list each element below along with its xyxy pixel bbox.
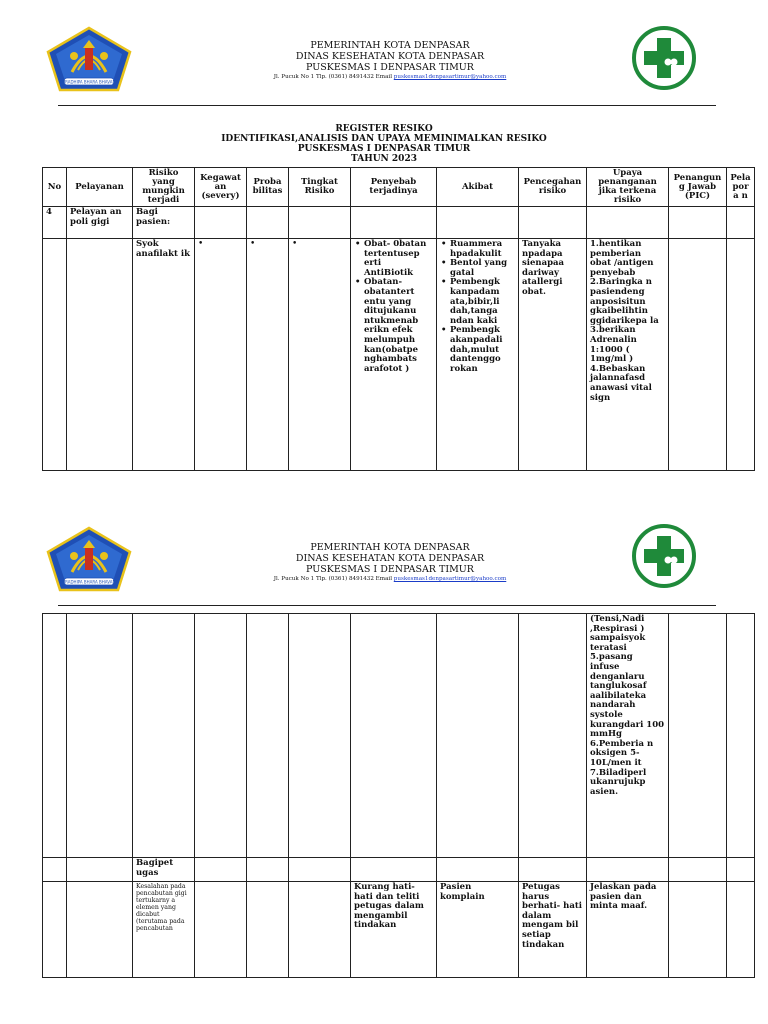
table-row [43, 207, 755, 239]
cell-tingkat: • [289, 239, 351, 471]
title-line-4: TAHUN 2023 [351, 154, 417, 164]
col-header-pj: Penangun g Jawab (PIC) [669, 168, 727, 207]
col-header-pencegahan: Pencegahan risiko [519, 168, 587, 207]
list-item: • Pembengk kanpadam ata,bibir,li dah,tanga ndan kaki [450, 278, 515, 326]
document-page-1 [0, 0, 768, 500]
cell-pelayanan: Pelayan an poli gigi [67, 207, 133, 239]
email-link[interactable]: puskesmas1denpasartimur@yahoo.com [393, 576, 507, 582]
svg-text:PURADHIPA BHARA BHAVANA: PURADHIPA BHARA BHAVANA [59, 579, 119, 585]
header-rule [58, 605, 716, 606]
col-header-kegawatan: Kegawat an (severy) [195, 168, 247, 207]
col-header-risiko: Risiko yang mungkin terjadi [133, 168, 195, 207]
risk-register-table-continued [42, 613, 755, 978]
col-header-pelaporan: Pela pora n [727, 168, 755, 207]
col-header-pelayanan: Pelayanan [67, 168, 133, 207]
table-row [43, 858, 755, 882]
header-rule [58, 105, 716, 106]
cell-probabilitas: • [247, 239, 289, 471]
svg-text:PURADHIPA BHARA BHAVANA: PURADHIPA BHARA BHAVANA [59, 79, 119, 85]
cell-upaya: (Tensi,Nadi ,Respirasi ) sampaisyok teratasi 5.pasang infuse denganlaru tanglukosaf aalibilateka nandarah systole kurangdari 100 mmHg 6.Pemberia n oksigen 5- 10L/men it 7.Biladiperl ukanrujukp asien. [587, 614, 669, 858]
puskesmas-cross-logo [630, 24, 698, 92]
title-line-1: REGISTER RESIKO [335, 124, 433, 134]
list-item: • Ruammera hpadakulit [450, 240, 515, 259]
cell-no: 4 [43, 207, 67, 239]
cell-risiko: Bagi pasien: [133, 207, 195, 239]
cell-pencegahan: Tanyaka npadapa sienapaa dariway atallergi obat. [519, 239, 587, 471]
letterhead-address: Jl. Pucuk No 1 Tlp. (0361) 8491432 Email puskesmas1denpasartimur@yahoo.com [273, 74, 507, 80]
letterhead-line-1: PEMERINTAH KOTA DENPASAR [310, 542, 470, 553]
title-line-3: PUSKESMAS I DENPASAR TIMUR [297, 144, 471, 154]
letterhead-line-2: DINAS KESEHATAN KOTA DENPASAR [295, 51, 485, 62]
title-line-2: IDENTIFIKASI,ANALISIS DAN UPAYA MEMINIMALKAN RESIKO [221, 134, 547, 144]
list-item: • Bentol yang gatal [450, 259, 515, 278]
list-item: • Obatan- obatantert entu yang ditujukanu ntukmenab erikn efek melumpuh kan(obatpe nghambats arafotot ) [364, 278, 433, 374]
col-header-akibat: Akibat [437, 168, 519, 207]
letterhead-line-2: DINAS KESEHATAN KOTA DENPASAR [295, 553, 485, 564]
letterhead [250, 40, 530, 81]
cell-upaya: Jelaskan pada pasien dan minta maaf. [587, 882, 669, 978]
risk-register-table [42, 167, 755, 471]
cell-penyebab [351, 239, 437, 471]
document-title [0, 124, 768, 164]
table-row [43, 882, 755, 978]
cell-akibat: Pasien komplain [437, 882, 519, 978]
city-emblem-logo [44, 526, 134, 594]
cell-penyebab: Kurang hati- hati dan teliti petugas dalam mengambil tindakan [351, 882, 437, 978]
col-header-probabilitas: Proba bilitas [247, 168, 289, 207]
cell-risiko: Bagipet ugas [133, 858, 195, 882]
city-emblem-logo [44, 26, 134, 94]
letterhead [250, 542, 530, 583]
letterhead-line-3: PUSKESMAS I DENPASAR TIMUR [306, 564, 474, 575]
letterhead-line-1: PEMERINTAH KOTA DENPASAR [310, 40, 470, 51]
table-row [43, 239, 755, 471]
col-header-penyebab: Penyebab terjadinya [351, 168, 437, 207]
col-header-tingkat: Tingkat Risiko [289, 168, 351, 207]
table-row [43, 614, 755, 858]
letterhead-address: Jl. Pucuk No 1 Tlp. (0361) 8491432 Email puskesmas1denpasartimur@yahoo.com [273, 576, 507, 582]
letterhead-line-3: PUSKESMAS I DENPASAR TIMUR [306, 62, 474, 73]
puskesmas-cross-logo [630, 522, 698, 590]
list-item: • Obat- 0batan tertentusep erti AntiBiotik [364, 240, 433, 278]
email-link[interactable]: puskesmas1denpasartimur@yahoo.com [393, 74, 507, 80]
cell-kegawatan: • [195, 239, 247, 471]
cell-pencegahan: Petugas harus berhati- hati dalam mengam bil setiap tindakan [519, 882, 587, 978]
table-header-row [43, 168, 755, 207]
list-item: • Pembengk akanpadali dah,mulut dantenggo rokan [450, 326, 515, 374]
cell-upaya: 1.hentikan pemberian obat /antigen penyebab 2.Baringka n pasiendeng anposisitun gkaibelihtin ggidarikepa la 3.berikan Adrenalin 1:1000 ( 1mg/ml ) 4.Bebaskan jalannafasd anawasi vital sign [587, 239, 669, 471]
document-page-2 [0, 500, 768, 1024]
col-header-no: No [43, 168, 67, 207]
cell-risiko: Syok anafilakt ik [133, 239, 195, 471]
cell-risiko: Kesalahan pada pencabutan gigi tertukarny a elemen yang dicabut (terutama pada pencabutan [133, 882, 195, 978]
col-header-upaya: Upaya penanganan jika terkena risiko [587, 168, 669, 207]
cell-akibat [437, 239, 519, 471]
